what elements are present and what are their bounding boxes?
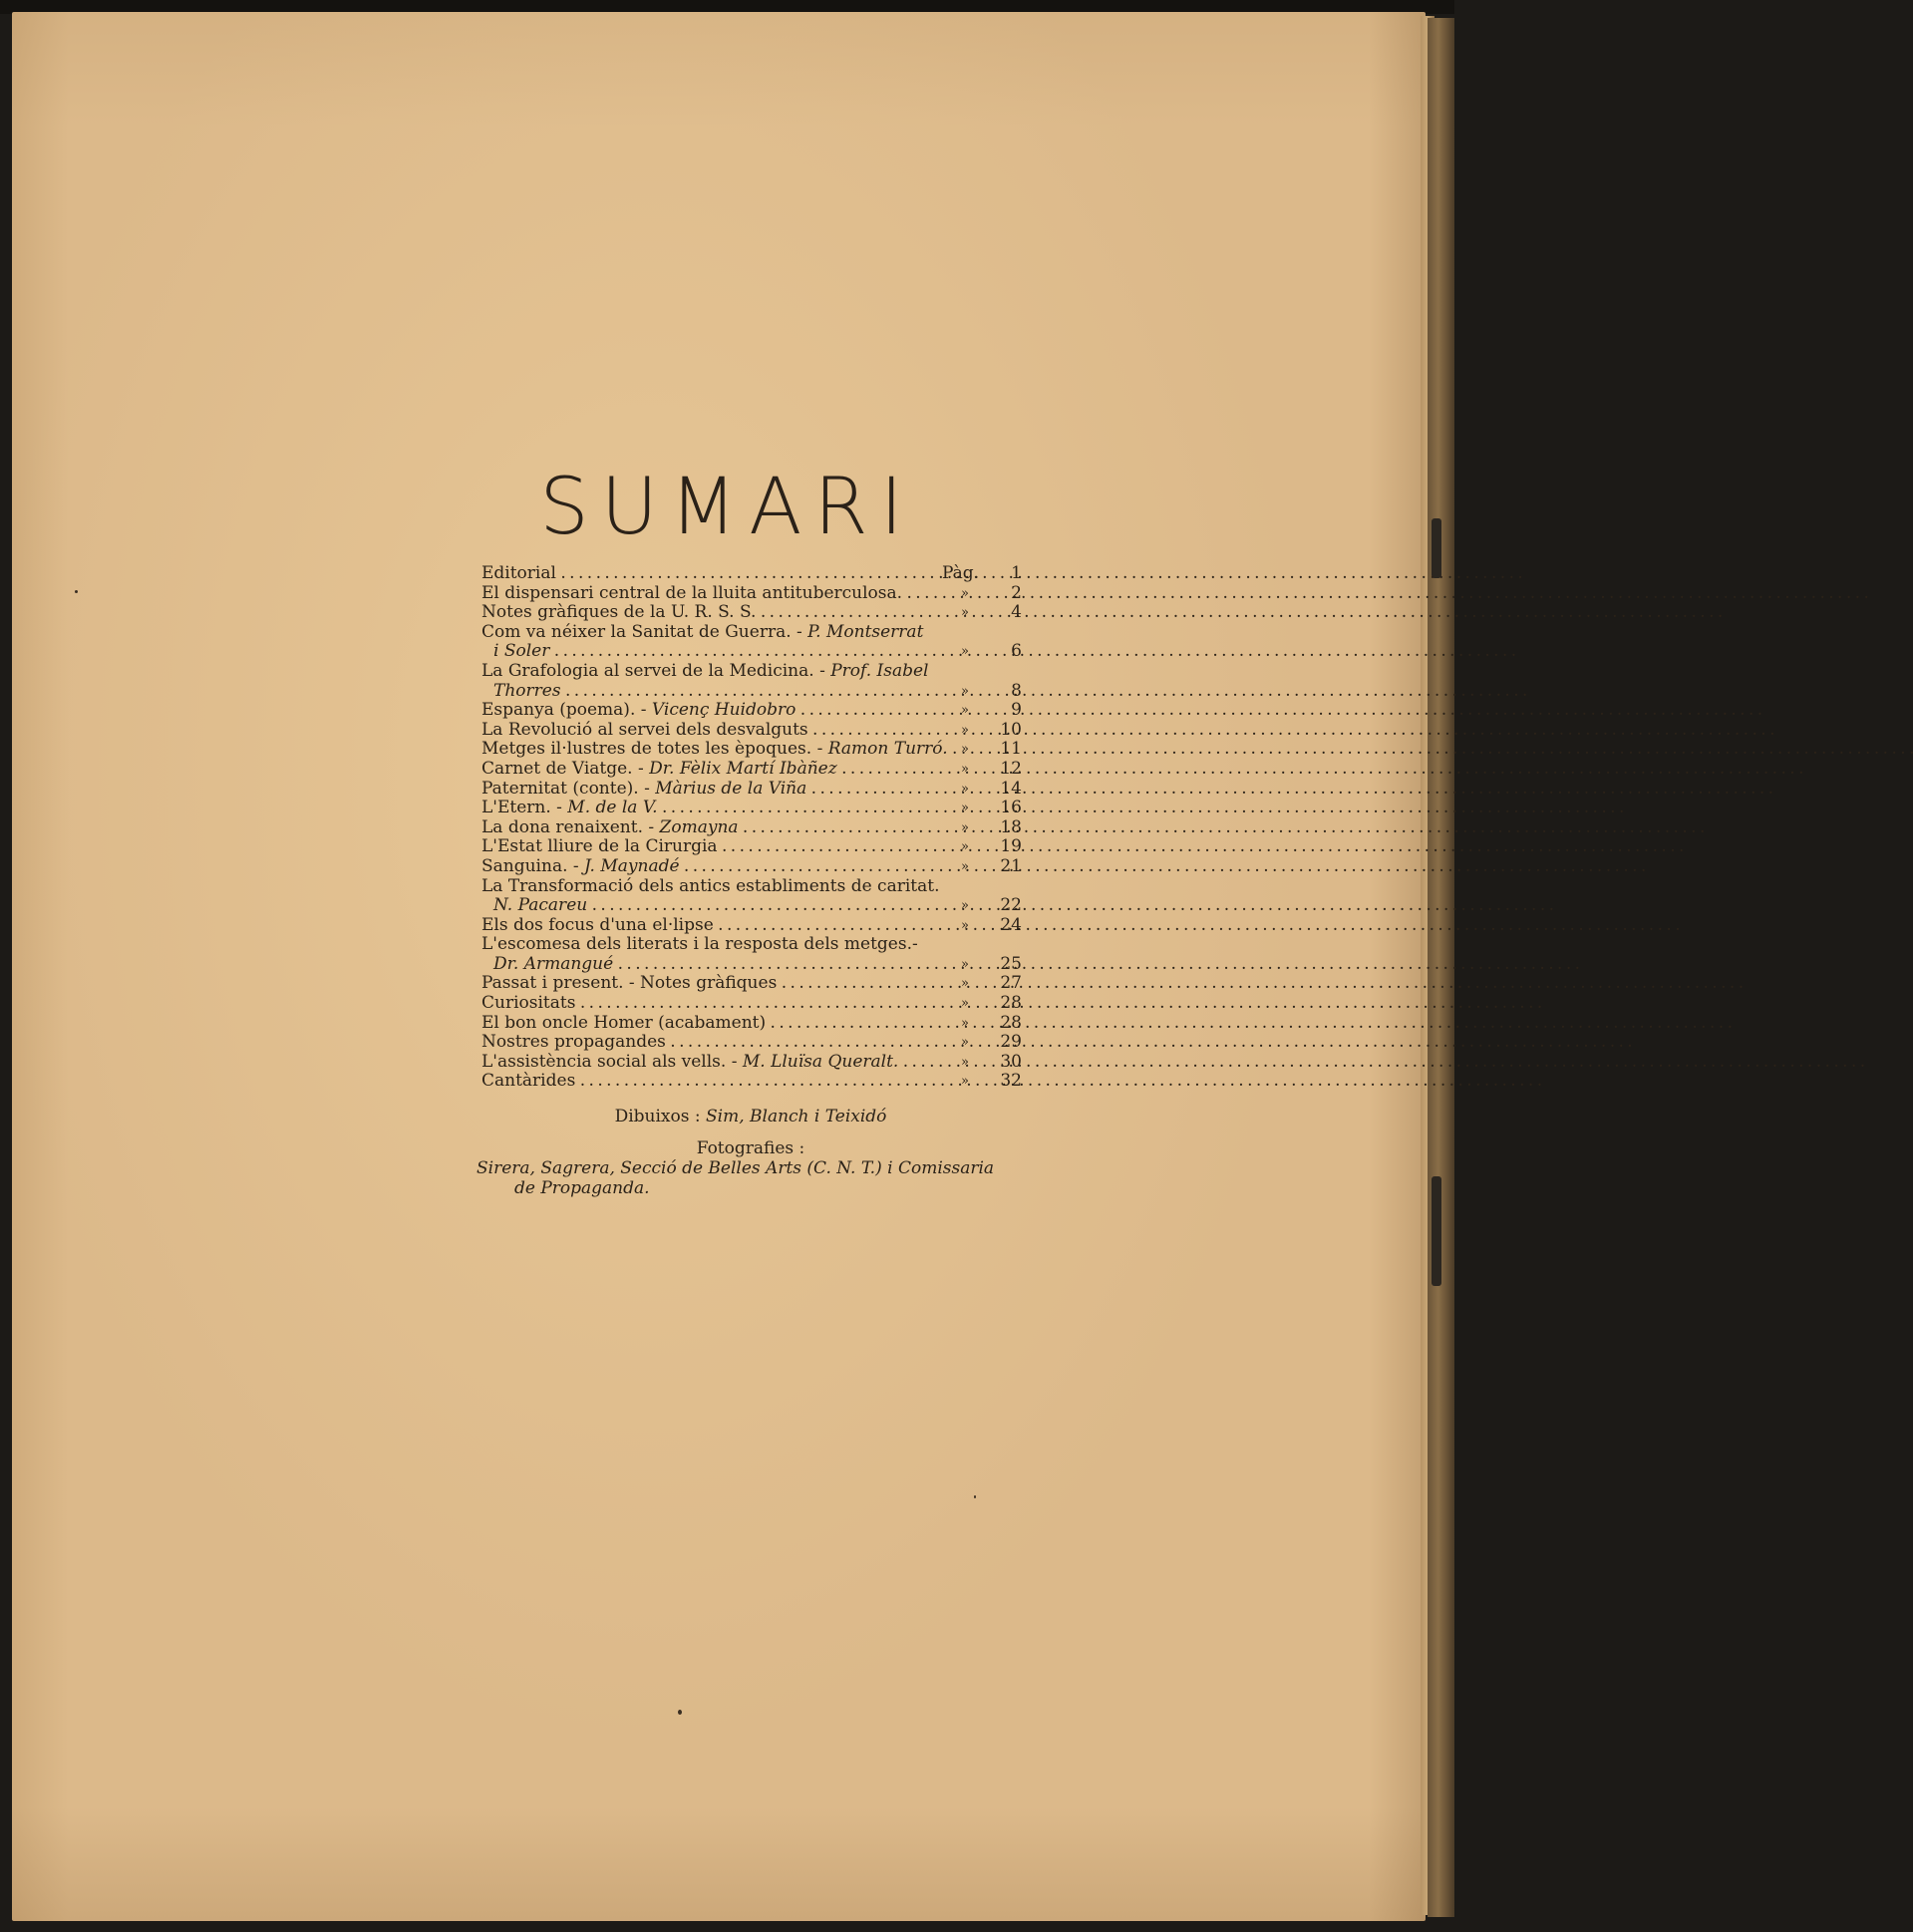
page-number: 29 bbox=[1000, 1032, 1022, 1053]
entry-text: Editorial bbox=[481, 563, 556, 583]
page-number: 10 bbox=[1000, 719, 1022, 740]
toc-entry-title bbox=[481, 799, 924, 818]
entry-text: Espanya (poema). - bbox=[481, 700, 652, 721]
toc-entry-title bbox=[481, 916, 924, 936]
entry-text: El bon oncle Homer (acabament) bbox=[481, 1012, 767, 1033]
entry-text: Passat i present. - Notes gràfiques bbox=[481, 973, 778, 994]
toc-entry bbox=[481, 780, 1022, 800]
toc-entry bbox=[481, 1014, 1022, 1034]
toc-entry bbox=[481, 1072, 1022, 1092]
page-number: 16 bbox=[1000, 798, 1022, 818]
ditto-mark: » bbox=[961, 1054, 969, 1070]
page-number: 24 bbox=[1000, 914, 1022, 935]
entry-text: La Revolució al servei dels desvalguts bbox=[481, 719, 808, 740]
toc-entry-title bbox=[481, 837, 924, 857]
toc-entry-title bbox=[481, 875, 940, 916]
page-number: 9 bbox=[1011, 700, 1022, 721]
ditto-mark: » bbox=[961, 1015, 969, 1031]
toc-entry-title bbox=[481, 721, 924, 741]
credits bbox=[477, 1107, 1025, 1198]
entry-author: P. Montserrat bbox=[807, 621, 924, 642]
toc-entry bbox=[481, 603, 1022, 623]
ditto-mark: » bbox=[961, 742, 969, 758]
toc-entry bbox=[481, 564, 1022, 584]
page-number: 32 bbox=[1000, 1071, 1022, 1092]
page-number: 28 bbox=[1000, 993, 1022, 1014]
toc-entry bbox=[481, 721, 1022, 741]
entry-text: Cantàrides bbox=[481, 1071, 576, 1092]
ditto-mark: » bbox=[961, 996, 969, 1012]
page-number: 4 bbox=[1011, 602, 1022, 623]
toc-entry bbox=[481, 701, 1022, 721]
toc-entry bbox=[481, 935, 1022, 974]
entry-author: Prof. Isabel bbox=[830, 660, 929, 681]
entry-author-continued: Thorres bbox=[493, 680, 561, 701]
toc-entry-title bbox=[481, 1014, 924, 1034]
ditto-mark: » bbox=[961, 761, 969, 777]
entry-text: La dona renaixent. - bbox=[481, 816, 660, 837]
toc-entry-title bbox=[481, 1033, 924, 1053]
toc-entry-title bbox=[481, 660, 929, 701]
toc-entry-title bbox=[481, 857, 924, 877]
page-number: 25 bbox=[1000, 953, 1022, 974]
toc-entry-title bbox=[481, 818, 924, 838]
ditto-mark: » bbox=[961, 839, 969, 855]
toc-entry bbox=[481, 1053, 1022, 1073]
toc-entry bbox=[481, 1033, 1022, 1053]
toc-entry bbox=[481, 916, 1022, 936]
ditto-mark: » bbox=[961, 898, 969, 914]
toc-entry-title bbox=[481, 994, 924, 1014]
entry-text: Com va néixer la Sanitat de Guerra. - bbox=[481, 621, 808, 642]
entry-text: Els dos focus d'una el·lipse bbox=[481, 914, 714, 935]
toc-entry-title bbox=[481, 1053, 924, 1073]
page-number: 11 bbox=[1000, 739, 1022, 760]
drawings-names: Sim, Blanch i Teixidó bbox=[706, 1107, 887, 1127]
toc-entry bbox=[481, 584, 1022, 604]
table-of-contents bbox=[481, 564, 1022, 1092]
toc-entry-title bbox=[481, 1072, 924, 1092]
page-number: 28 bbox=[1000, 1012, 1022, 1033]
ditto-mark: » bbox=[961, 585, 969, 601]
entry-text: Paternitat (conte). - bbox=[481, 778, 656, 799]
photos-credit bbox=[477, 1158, 1025, 1198]
entry-text: Metges il·lustres de totes les èpoques. - bbox=[481, 739, 828, 760]
entry-author: Vicenç Huidobro bbox=[651, 700, 797, 721]
entry-text: El dispensari central de la lluita antituberculosa. bbox=[481, 582, 903, 603]
toc-entry-title bbox=[481, 564, 924, 584]
entry-author: Ramon Turró. bbox=[827, 739, 948, 760]
entry-text: Notes gràfiques de la U. R. S. S. bbox=[481, 602, 757, 623]
toc-entry bbox=[481, 877, 1022, 916]
page-number: 19 bbox=[1000, 836, 1022, 857]
page-number: 14 bbox=[1000, 778, 1022, 799]
entry-author: M. Lluïsa Queralt. bbox=[742, 1051, 899, 1072]
page-number: 2 bbox=[1011, 582, 1022, 603]
entry-author: M. de la V. bbox=[567, 798, 658, 818]
page-number: 22 bbox=[1000, 895, 1022, 916]
toc-entry bbox=[481, 837, 1022, 857]
ditto-mark: » bbox=[961, 801, 969, 816]
ditto-mark: » bbox=[961, 1035, 969, 1051]
page-number: 27 bbox=[1000, 973, 1022, 994]
page-number: 8 bbox=[1011, 680, 1022, 701]
entry-author-continued: i Soler bbox=[493, 641, 550, 662]
toc-entry bbox=[481, 994, 1022, 1014]
entry-text: La Grafologia al servei de la Medicina. - bbox=[481, 660, 831, 681]
entry-author: Dr. Fèlix Martí Ibàñez bbox=[649, 758, 837, 779]
toc-entry bbox=[481, 740, 1022, 760]
ditto-mark: » bbox=[961, 605, 969, 621]
toc-entry-title bbox=[481, 739, 948, 760]
page-title: SUMARI bbox=[539, 463, 915, 552]
paper-speck bbox=[678, 1710, 682, 1715]
toc-entry-title bbox=[481, 780, 924, 800]
drawings-credit bbox=[477, 1107, 1025, 1127]
ditto-mark: » bbox=[961, 781, 969, 797]
paper-speck bbox=[974, 1495, 976, 1498]
toc-entry bbox=[481, 799, 1022, 818]
toc-entry bbox=[481, 623, 1022, 662]
ditto-mark: » bbox=[961, 722, 969, 738]
entry-text: Nostres propagandes bbox=[481, 1032, 666, 1053]
entry-text: Sanguina. - bbox=[481, 855, 585, 876]
toc-entry bbox=[481, 857, 1022, 877]
ditto-mark: » bbox=[961, 644, 969, 660]
ditto-mark: » bbox=[961, 956, 969, 972]
page-number: 18 bbox=[1000, 816, 1022, 837]
toc-entry-title bbox=[481, 701, 924, 721]
ditto-mark: » bbox=[961, 819, 969, 835]
toc-entry bbox=[481, 974, 1022, 994]
entry-text: L'Estat lliure de la Cirurgia bbox=[481, 836, 718, 857]
ditto-mark: » bbox=[961, 858, 969, 874]
entry-author: Zomayna bbox=[659, 816, 739, 837]
drawings-label: Dibuixos : bbox=[614, 1107, 701, 1127]
page-number: 30 bbox=[1000, 1051, 1022, 1072]
photos-names-line1: Sirera, Sagrera, Secció de Belles Arts (C. N. T.) i Comissaria bbox=[477, 1158, 995, 1178]
page-number: 12 bbox=[1000, 758, 1022, 779]
binder-clip bbox=[1432, 1176, 1441, 1286]
ditto-mark: » bbox=[961, 683, 969, 699]
entry-text: L'escomesa dels literats i la resposta dels metges.- bbox=[481, 934, 918, 955]
entry-author: Màrius de la Viña bbox=[655, 778, 807, 799]
page-column-header: Pàg. bbox=[942, 563, 980, 583]
toc-entry-title bbox=[481, 623, 924, 662]
toc-entry bbox=[481, 760, 1022, 780]
entry-text: L'assistència social als vells. - bbox=[481, 1051, 743, 1072]
ditto-mark: » bbox=[961, 703, 969, 719]
entry-text: L'Etern. - bbox=[481, 798, 568, 818]
photos-label: Fotografies : bbox=[696, 1138, 805, 1158]
toc-entry-title bbox=[481, 603, 924, 623]
toc-entry bbox=[481, 818, 1022, 838]
entry-text: Curiositats bbox=[481, 993, 576, 1014]
page-number: 1 bbox=[1011, 563, 1022, 583]
ditto-mark: » bbox=[961, 976, 969, 992]
ditto-mark: » bbox=[961, 917, 969, 933]
paper-speck bbox=[75, 590, 78, 593]
page-number: 6 bbox=[1011, 641, 1022, 662]
entry-text: Carnet de Viatge. - bbox=[481, 758, 650, 779]
entry-text: La Transformació dels antics establiments de caritat. bbox=[481, 875, 940, 896]
toc-entry-title bbox=[481, 935, 924, 974]
toc-entry-title bbox=[481, 584, 924, 604]
entry-author-continued: N. Pacareu bbox=[493, 895, 588, 916]
page-number: 21 bbox=[1000, 855, 1022, 876]
entry-author-continued: Dr. Armangué bbox=[493, 953, 614, 974]
toc-entry-title bbox=[481, 760, 924, 780]
toc-entry bbox=[481, 662, 1022, 701]
photos-names-line2: de Propaganda. bbox=[514, 1178, 650, 1198]
toc-entry-title bbox=[481, 974, 924, 994]
ditto-mark: » bbox=[961, 1074, 969, 1090]
entry-author: J. Maynadé bbox=[584, 855, 680, 876]
